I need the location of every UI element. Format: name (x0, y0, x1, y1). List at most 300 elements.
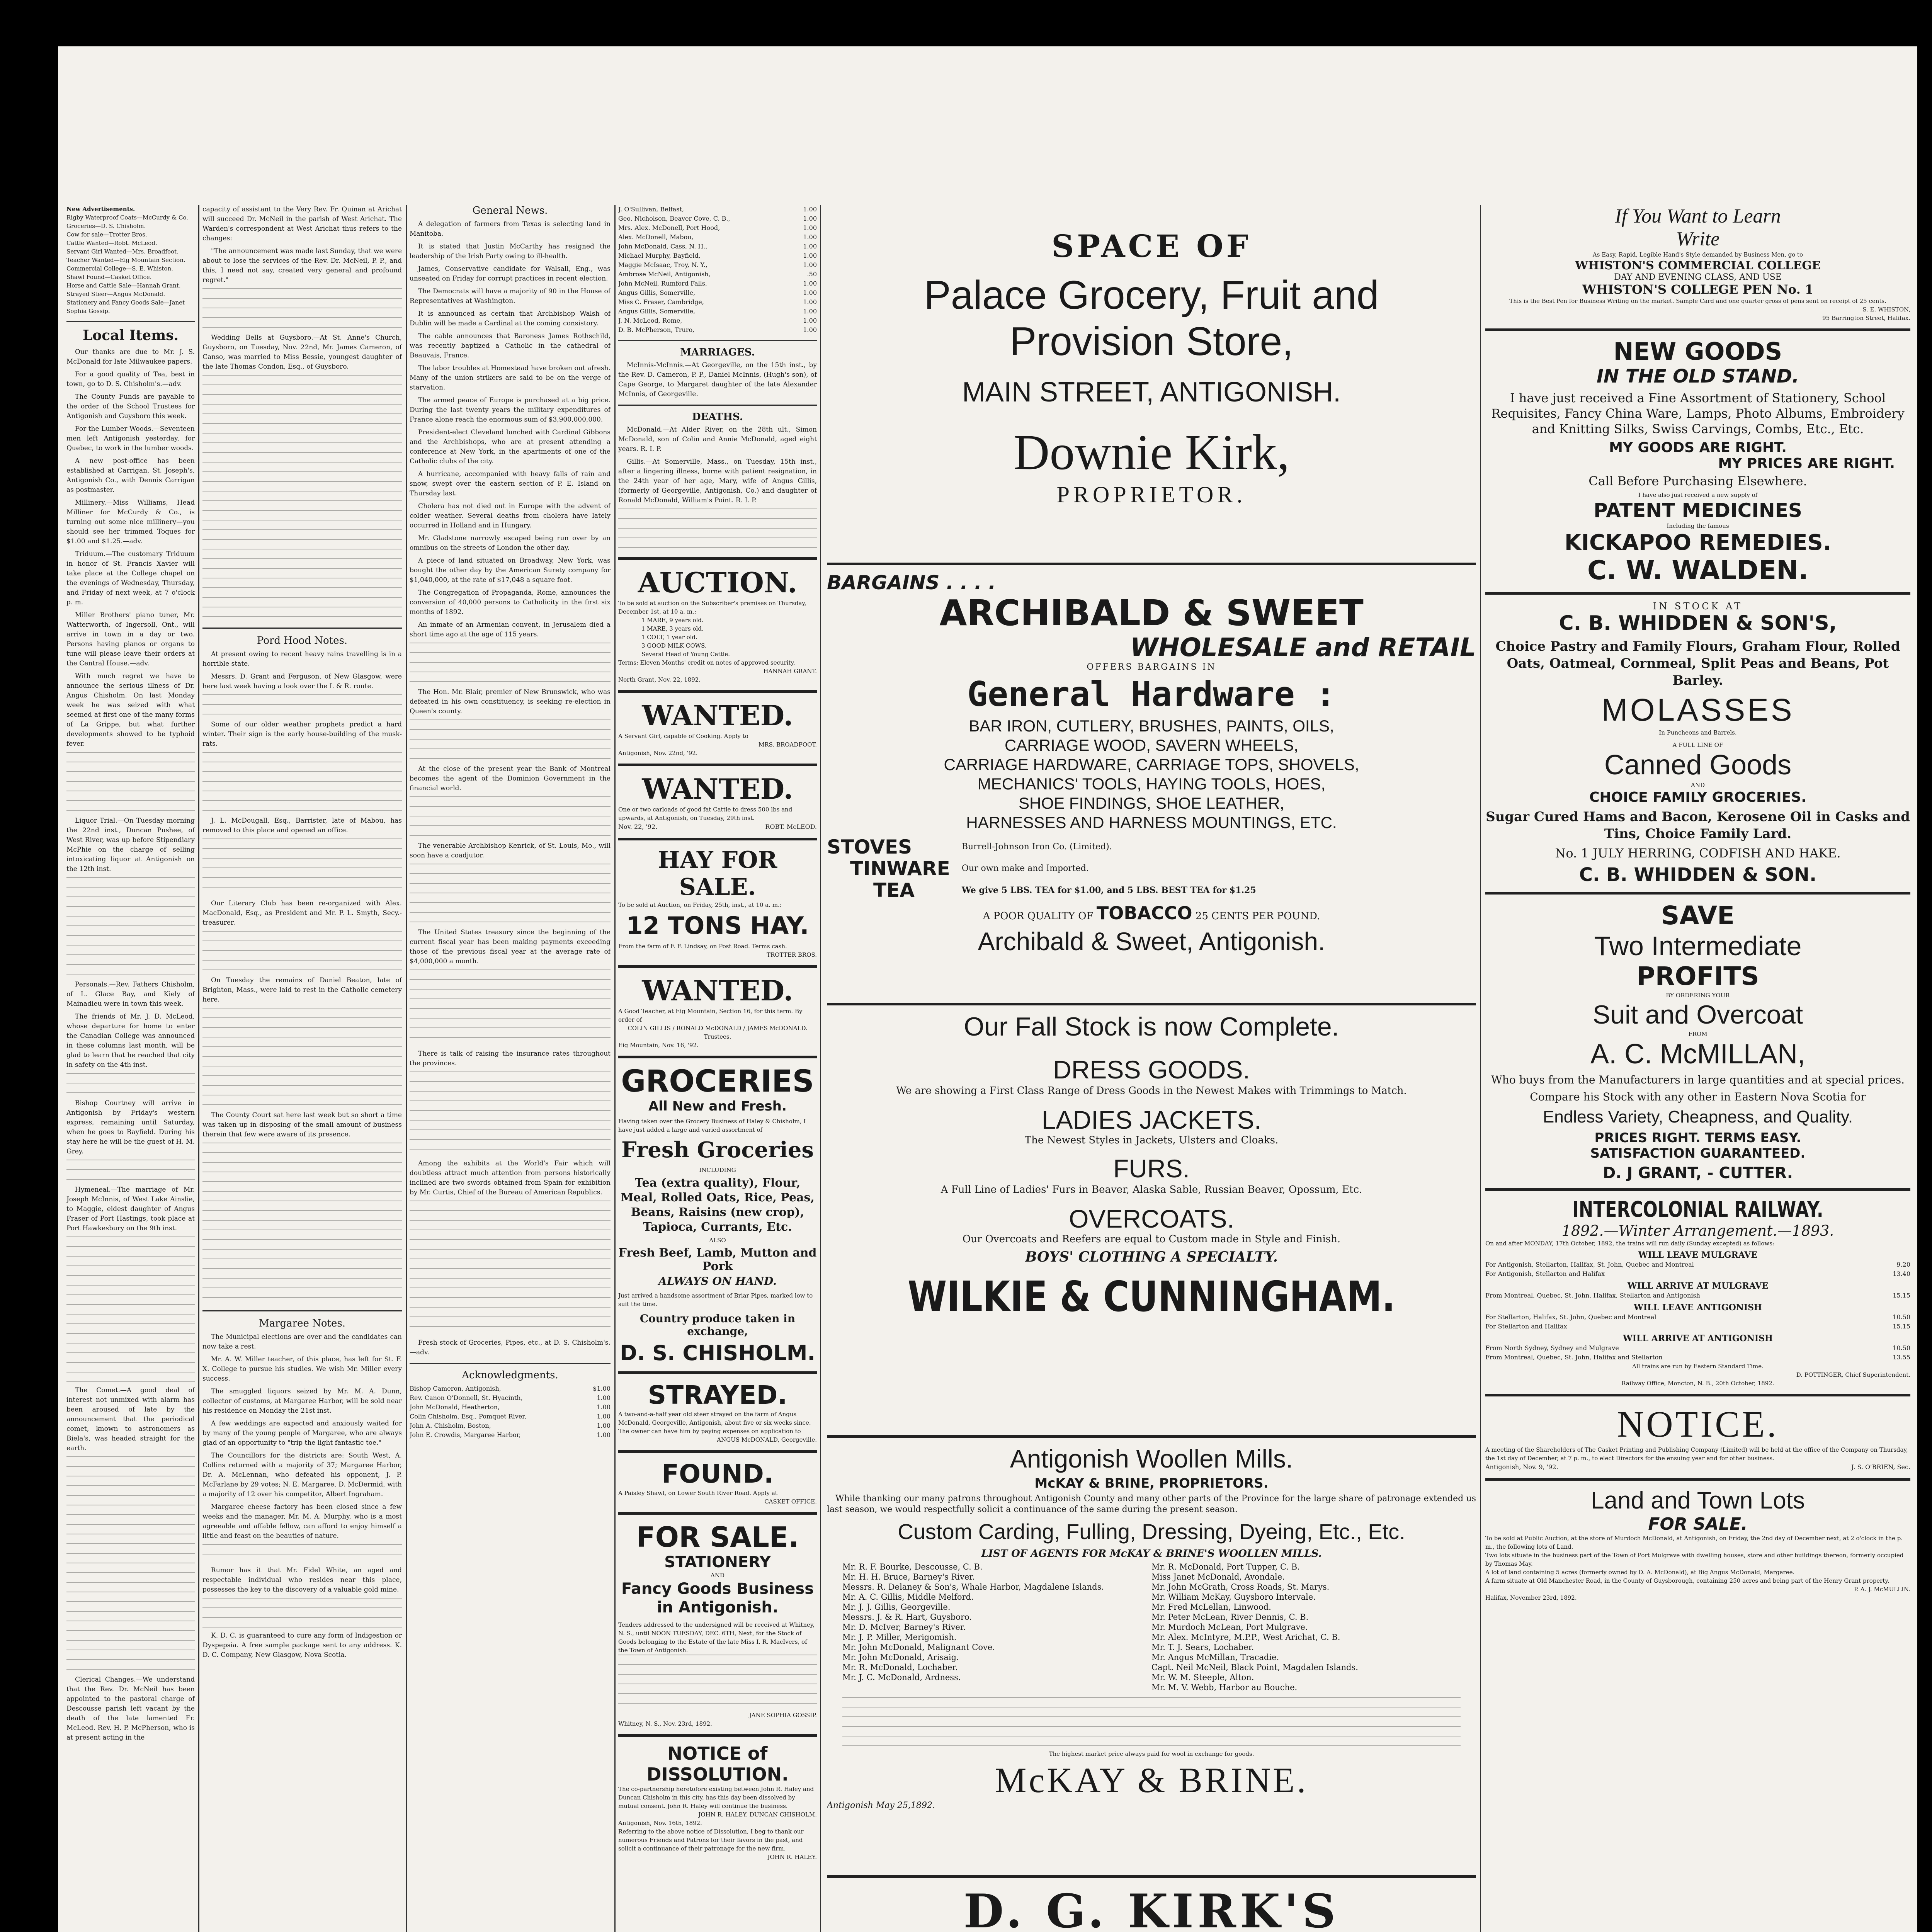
new-goods-heading: NEW GOODS (1613, 337, 1782, 366)
palace-name-2: Provision Store, (1009, 319, 1294, 364)
new-ad-item: Groceries—D. S. Chisholm. (66, 223, 146, 230)
agent: Mr. Angus McMillan, Tracadie. (1151, 1653, 1279, 1662)
deaths-heading: DEATHS. (692, 411, 743, 423)
ack-row: Maggie McIsaac, Troy, N. Y., 1.00 (618, 261, 817, 269)
whiston-pen: WHISTON'S COLLEGE PEN No. 1 (1582, 282, 1814, 297)
railway-intro: On and after MONDAY, 17th October, 1892, the trains will run daily (Sunday excepted) as follows: (1485, 1240, 1774, 1247)
agents-heading: LIST OF AGENTS FOR McKAY & BRINE'S WOOLLEN MILLS. (981, 1548, 1322, 1560)
local-item: For a good quality of Tea, best in town, go to D. S. Chisholm's.—adv. (66, 371, 195, 388)
dissolution-place: Antigonish, Nov. 16th, 1892. (618, 1820, 702, 1827)
agent: Mr. R. F. Bourke, Descousse, C. B. (842, 1562, 983, 1571)
news-item: A piece of land situated on Broadway, New York, was bought the other day by the American Surety company for $1,040,000, at the rate of $17,048 a square foot. (410, 557, 611, 584)
whiston-ad (1485, 205, 1910, 322)
dress-goods: DRESS GOODS. (1053, 1055, 1250, 1084)
ack-row: John McNeil, Rumford Falls, 1.00 (618, 280, 817, 287)
notice-place: Antigonish, Nov. 9, '92. (1485, 1463, 1558, 1471)
agent: Messrs. R. Delaney & Son's, Whale Harbor, Magdalene Islands. (842, 1582, 1104, 1592)
whidden-text: Choice Pastry and Family Flours, Graham Flour, Rolled Oats, Oatmeal, Cornmeal, Split Peas and Beans, Pot Barley. (1495, 639, 1900, 688)
local-item: Triduum.—The customary Triduum in honor of St. Francis Xavier will take place at the College chapel on the evenings of Wednesday, Thursday, and Friday of next week, at 7 o'clock p. m. (66, 550, 195, 606)
news-item: The labor troubles at Homestead have broken out afresh. Many of the union strikers are said to be on the verge of starvation. (410, 364, 611, 391)
intermediate: Two Intermediate (1594, 931, 1802, 961)
margaree-item: Mr. A. W. Miller teacher, of this place, has left for St. F. X. College to pursue his studies. We wish Mr. Miller every success. (202, 1355, 402, 1383)
acknowledgments-heading: Acknowledgments. (462, 1369, 558, 1381)
new-ad-item: Stationery and Fancy Goods Sale—Janet Sophia Gossip. (66, 299, 185, 315)
hay-amount: 12 TONS HAY. (626, 912, 809, 940)
column-classifieds: J. O'Sullivan, Belfast, 1.00 Geo. Nicholson, Beaver Cove, C. B., 1.00 Mrs. Alex. McDonell, Port Hood, 1.00 Alex. McDonell, Mabou, 1.00 John McDonald, Cass, N. H., 1.00 Michael Murphy, Bayfield, 1.00 Maggie McIsaac, Troy, N. Y., 1.00 Ambrose McNeil, Antigonish, .50 John McNeil, Rumford Falls, 1.00 Angus Gillis, Somerville, 1.00 Miss C. Fraser, Cambridge, 1.00 Angus Gillis, Somerville, 1.00 J. N. McLeod, Rome, 1.00 D. B. McPherson, Truro, 1.00 MARRIAGES. McInnis-McInnis.—At Georgeville, on the 15th inst., by the Rev. D. Cameron, P. P., Daniel McInnis, (Hugh's son), of Cape George, to Margaret daughter of the late Alexander McInnis, of Georgeville. DEATHS. McDonald.—At Alder River, on the 28th ult., Simon McDonald, son of Colin and Annie McDonald, aged eight years. R. I. P. Gillis.—At Somerville, Mass., on Tuesday, 15th inst., after a lingering illness, borne with patient resignation, in the 24th year of her age, Mary, wife of Angus Gillis, (formerly of Georgeville, Antigonish, Co.) and daughter of Ronald McDonald, William's Point. R. I. P. AUCTION. To be sold at auction on the Subscriber's premises on Thursday, December 1st, at 10 a. m.: 1 MARE, 9 years old. 1 MARE, 3 years old. 1 COLT, 1 year old. 3 GOOD MILK COWS. Several Head of Young Cattle. Terms: Eleven Months' credit on notes of approved security. HANNAH GRANT. North Grant, Nov. 22, 1892. WANTED. A Servant Girl, capable of Cooking. Apply to MRS. BROADFOOT. Antigonish, Nov. 22nd, '92. WANTED. One or two carloads of good fat Cattle to dress 500 lbs and upwards, at Antigonish, on Tuesday, 29th inst. Nov. 22, '92. ROBT. McLEOD. HAY FOR SALE. To be sold at Auction, on Friday, 25th, inst., at 10 a. m.: 12 TONS HAY. From the farm of F. F. Lindsay, on Post Road. Terms cash. TROTTER BROS. WANTED. A Good Teacher, at Eig Mountain, Section 16, for this term. By order of COLIN GILLIS / RONALD McDONALD / JAMES McDONALD. Trustees. Eig Mountain, Nov. 16, '92. GROCERIES All New and Fresh. Having taken over the Grocery Business of Haley & Chisholm, I have just added a large and varied assortment of Fresh Groceries INCLUDING Tea (extra quality), Flour, Meal, Rolled Oats, Rice, Peas, Beans, Raisins (new crop), Tapioca, Currants, Etc. ALSO Fresh Beef, Lamb, Mutton and Pork ALWAYS ON HAND. Just arrived a handsome assortment of Briar Pipes, marked low to suit the time. Country produce taken in exchange, D. S. CHISHOLM. STRAYED. A two-and-a-half year old steer strayed on the farm of Angus McDonald, Georgeville, Antigonish, about five or six weeks since. The owner can have him by paying expenses on application to ANGUS McDONALD, Georgeville. FOUND. A Paisley Shawl, on Lower South River Road. Apply at CASKET OFFICE. FOR SALE. STATIONERY AND Fancy Goods Business in Antigonish. Tenders addressed to the undersigned will be received at Whitney, N. S., until NOON TUESDAY, DEC. 6TH, Next, for the Stock of Goods belonging to the Estate of the late Miss I. R. MacIvers, of the Town of Antigonish. JANE SOPHIA GOSSIP. Whitney, N. S., Nov. 23rd, 1892. NOTICE of DISSOLUTION. The co-partnership heretofore existing between John R. Haley and Duncan Chisholm in this city, has this day been dissolved by mutual consent. John R. Haley will continue the business. JOHN R. HALEY. DUNCAN CHISHOLM. Antigonish, Nov. 16th, 1892. Referring to the above notice of Dissolution, I beg to thank our numerous Friends and Patrons for their favors in the past, and solicit a continuance of their patronage for the new firm. JOHN R. HALEY. (618, 206, 817, 1861)
pord-hood-heading: Pord Hood Notes. (257, 635, 348, 646)
column-right-ads (1485, 205, 1910, 1602)
ack-row: Michael Murphy, Bayfield, 1.00 (618, 252, 817, 259)
tinware-note: Our own make and Imported. (961, 864, 1089, 873)
column-rule (406, 205, 407, 1932)
newspaper-page (58, 46, 1917, 1932)
ack-row: John McDonald, Heatherton, 1.00 (410, 1403, 611, 1411)
local-item: The Comet.—A good deal of interest not unmixed with alarm has been aroused of late by the announcement that the periodical comet, known to astronomers as Biela's, was headed straight for the earth. (66, 1386, 195, 1452)
for-sale-signer: JANE SOPHIA GOSSIP. (749, 1712, 817, 1719)
ack-row: Angus Gillis, Somerville, 1.00 (618, 289, 817, 296)
groceries-produce: Country produce taken in exchange, (639, 1312, 796, 1338)
groceries-pipes: Just arrived a handsome assortment of Briar Pipes, marked low to suit the time. (618, 1292, 813, 1308)
local-item: For the Lumber Woods.—Seventeen men left Antigonish yesterday, for Quebec, to work in the lumber woods. (66, 425, 195, 452)
agent: Mr. T. J. Sears, Lochaber. (1151, 1643, 1254, 1652)
suit-overcoat: Suit and Overcoat (1592, 1000, 1803, 1029)
ladies-jackets: LADIES JACKETS. (1041, 1105, 1262, 1134)
wilkie-cunningham-ad (827, 1012, 1476, 1429)
railway-heading: INTERCOLONIAL RAILWAY. (1572, 1197, 1823, 1222)
marriages-heading: MARRIAGES. (680, 347, 755, 358)
column-local-items (66, 205, 195, 1746)
furs: FURS. (1113, 1154, 1190, 1183)
stoves-note: Burrell-Johnson Iron Co. (Limited). (961, 842, 1112, 852)
railway-note: All trains are run by Eastern Standard Time. (1632, 1363, 1764, 1370)
groceries-heading: GROCERIES (621, 1064, 814, 1099)
agent: Mr. Murdoch McLean, Port Mulgrave. (1151, 1622, 1308, 1632)
woollen-heading: Antigonish Woollen Mills. (1010, 1444, 1293, 1473)
for-sale-place: Whitney, N. S., Nov. 23rd, 1892. (618, 1720, 712, 1727)
fall-stock: Our Fall Stock is now Complete. (964, 1012, 1339, 1041)
hardware-item: MECHANICS' TOOLS, HAYING TOOLS, HOES, (977, 775, 1326, 793)
agent: Mr. D. McIver, Barney's River. (842, 1622, 966, 1632)
full-line: A FULL LINE OF (1672, 742, 1723, 748)
railway-row: For Antigonish, Stellarton and Halifax 13.40 (1485, 1270, 1910, 1277)
whidden-name: C. B. WHIDDEN & SON'S, (1559, 612, 1837, 635)
news-item: President-elect Cleveland lunched with Cardinal Gibbons and the Archbishops, who are at present attending a conference at New York, in the apartments of one of the Catholic clubs of the city. (410, 429, 611, 465)
prices-right: MY PRICES ARE RIGHT. (1718, 456, 1895, 471)
agent: Mr. W. M. Steeple, Alton. (1151, 1673, 1254, 1682)
agent: Mr. R. McDonald, Port Tupper, C. B. (1151, 1562, 1300, 1571)
groceries-list: Tea (extra quality), Flour, Meal, Rolled Oats, Rice, Peas, Beans, Raisins (new crop), Tapioca, Currants, Etc. (621, 1176, 815, 1234)
call-before: Call Before Purchasing Elsewhere. (1588, 474, 1807, 488)
wanted-text: A Good Teacher, at Eig Mountain, Section 16, for this term. By order of (618, 1008, 803, 1023)
pord-hood-item: Messrs. D. Grant and Ferguson, of New Glasgow, were here last week having a look over the I. & R. route. (202, 673, 402, 690)
mcmillan-compare: Compare his Stock with any other in Eastern Nova Scotia for (1530, 1090, 1866, 1103)
general-news-heading: General News. (472, 205, 548, 216)
found-where: CASKET OFFICE. (764, 1498, 817, 1505)
fresh-groceries: Fresh Groceries (621, 1137, 814, 1163)
archibald-sweet-ad (827, 571, 1476, 997)
land-signer: P. A. J. McMULLIN. (1854, 1586, 1910, 1593)
column-general-news (410, 205, 611, 1440)
space-of: SPACE OF (1051, 228, 1252, 264)
margaree-item: The smuggled liquors seized by Mr. M. A. Dunn, collector of customs, at Margaree Harbor, will be sold near his residence on Monday the 21st inst. (202, 1388, 402, 1415)
pord-hood-item: J. L. McDougall, Esq., Barrister, late of Mabou, has removed to this place and opened an office. (202, 817, 402, 834)
whidden-ad (1485, 601, 1910, 886)
column-rule (820, 205, 821, 1932)
dissolution-text: The co-partnership heretofore existing between John R. Haley and Duncan Chisholm in this city, has this day been dissolved by mutual consent. John R. Haley will continue the business. (618, 1786, 814, 1810)
overcoats-text: Our Overcoats and Reefers are equal to Custom made in Style and Finish. (962, 1233, 1341, 1245)
patent-medicines: PATENT MEDICINES (1594, 499, 1802, 522)
agent: Mr. M. V. Webb, Harbor au Bouche. (1151, 1683, 1298, 1692)
whiston-sessions: DAY AND EVENING CLASS, AND USE (1614, 272, 1782, 282)
news-item: An inmate of an Armenian convent, in Jerusalem died a short time ago at the age of 115 years. (410, 621, 611, 638)
mcmillan-name: A. C. McMILLAN, (1590, 1039, 1806, 1070)
furs-text: A Full Line of Ladies' Furs in Beaver, Alaska Sable, Russian Beaver, Opossum, Etc. (940, 1184, 1362, 1196)
tobacco-label: TOBACCO (1096, 903, 1192, 923)
agents-list (827, 1560, 1476, 1695)
ack-row: John A. Chisholm, Boston, 1.00 (410, 1422, 611, 1429)
groceries-including: INCLUDING (699, 1167, 736, 1173)
walden-name: C. W. WALDEN. (1587, 555, 1808, 586)
land-text: A lot of land containing 5 acres (formerly owned by D. A. McDonald), at Big Angus McDonald, Margaree. (1485, 1569, 1795, 1576)
including-text: Including the famous (1667, 522, 1729, 529)
notice-text: A meeting of the Shareholders of The Casket Printing and Publishing Company (Limited) will be held at the office of the Company on Thursday, the 1st day of December, at 7 p. m., to elect Directors for the ensuing year and for other business. (1485, 1446, 1908, 1462)
clerical-continued: capacity of assistant to the Very Rev. Fr. Quinan at Arichat will succeed Dr. McNeil in the parish of West Arichat. The Warden's correspondent at West Arichat thus refers to the changes: (202, 206, 402, 242)
ack-row: Miss C. Fraser, Cambridge, 1.00 (618, 298, 817, 306)
auction-item: Several Head of Young Cattle. (641, 651, 730, 658)
local-item: Millinery.—Miss Williams, Head Milliner for McCurdy & Co., is turning out some nice millinery—you should see her trimmed Toques for $1.00 and $1.25.—adv. (66, 499, 195, 545)
news-item: There is talk of raising the insurance rates throughout the provinces. (410, 1050, 611, 1067)
margaree-item: The Municipal elections are over and the candidates can now take a rest. (202, 1333, 402, 1350)
railway-section-title: WILL ARRIVE AT MULGRAVE (1627, 1281, 1769, 1291)
strayed-text: A two-and-a-half year old steer strayed on the farm of Angus McDonald, Georgeville, Antigonish, about five or six weeks since. The owner can have him by paying expenses on application to (618, 1411, 811, 1435)
new-ad-item: Rigby Waterproof Coats—McCurdy & Co. (66, 214, 189, 221)
margaree-item: A few weddings are expected and anxiously waited for by many of the young people of Margaree, who are always glad of an opportunity to "trip the light fantastic toe." (202, 1420, 402, 1447)
hardware-item: CARRIAGE HARDWARE, CARRIAGE TOPS, SHOVELS, (944, 755, 1359, 774)
railway-section-title: WILL LEAVE ANTIGONISH (1634, 1303, 1762, 1313)
pord-hood-item: At present owing to recent heavy rains travelling is in a horrible state. (202, 650, 402, 668)
new-ad-item: Servant Girl Wanted—Mrs. Broadfoot. (66, 248, 179, 255)
pord-hood-item: On Tuesday the remains of Daniel Beaton, late of Brighton, Mass., were laid to rest in the Catholic cemetery here. (202, 976, 402, 1003)
news-item: A delegation of farmers from Texas is selecting land in Manitoba. (410, 220, 611, 238)
ack-row: Ambrose McNeil, Antigonish, .50 (618, 270, 817, 278)
tea-note: We give 5 LBS. TEA for $1.00, and 5 LBS. BEST TEA for $1.25 (961, 885, 1256, 895)
molasses: MOLASSES (1601, 692, 1794, 728)
archibald-type: WHOLESALE and RETAIL (1130, 633, 1476, 662)
railway-ad (1485, 1197, 1910, 1388)
agent: Mr. J. J. Gillis, Georgeville. (842, 1602, 951, 1612)
railway-row: For Stellarton, Halifax, St. John, Quebec and Montreal 10.50 (1485, 1313, 1910, 1321)
palace-name-1: Palace Grocery, Fruit and (924, 273, 1379, 318)
new-ad-item: Strayed Steer—Angus McDonald. (66, 291, 165, 298)
hardware-item: SHOE FINDINGS, SHOE LEATHER, (1019, 794, 1284, 812)
news-item: The armed peace of Europe is purchased at a big price. During the last twenty years the military expenditures of France alone reach the enormous sum of $3,900,000,000. (410, 396, 611, 423)
ack-row: Geo. Nicholson, Beaver Cove, C. B., 1.00 (618, 215, 817, 222)
in-stock: IN STOCK AT (1653, 601, 1743, 612)
agent: Mr. Fred McLellan, Linwood. (1151, 1602, 1271, 1612)
column-rule (1480, 205, 1481, 1932)
column-display-ads (827, 205, 1476, 1932)
margaree-item: The Councillors for the districts are: South West, A. Collins returned with a majority of 37; Margaree Harbor, Dr. A. McLennan, who defeated his opponent, J. P. McFarlane by 29 votes; N. E. Margaree, D. McDermid, with a majority of 12 over his competitor, Albert Ingraham. (202, 1452, 402, 1498)
notice-ad (1485, 1403, 1910, 1472)
local-item: A new post-office has been established at Carrigan, St. Joseph's, Antigonish Co., with Dennis Carrigan as postmaster. (66, 457, 195, 494)
margaree-item: Margaree cheese factory has been closed since a few weeks and the manager, Mr. M. A. Murphy, who is a most agreeable and affable fellow, can afford to enjoy himself a little and feast on the beauties of nature. (202, 1503, 402, 1540)
new-ad-item: Cattle Wanted—Robt. McLeod. (66, 240, 157, 247)
dissolution-signers: JOHN R. HALEY. DUNCAN CHISHOLM. (698, 1811, 817, 1818)
archibald-name: ARCHIBALD & SWEET (939, 592, 1364, 634)
ordering: BY ORDERING YOUR (1666, 992, 1730, 999)
pord-hood-item: Some of our older weather prophets predict a hard winter. Their sign is the early house-building of the musk-rats. (202, 721, 402, 748)
stationery-line: STATIONERY (664, 1553, 771, 1571)
agent: Mr. William McKay, Guysboro Intervale. (1151, 1592, 1316, 1602)
news-item: James, Conservative candidate for Walsall, Eng., was unseated on Friday for corrupt practices in recent election. (410, 265, 611, 282)
dissolution-heading: NOTICE of DISSOLUTION. (646, 1743, 789, 1785)
ack-row: Bishop Cameron, Antigonish, $1.00 (410, 1385, 611, 1392)
profits: PROFITS (1636, 961, 1759, 991)
from: FROM (1688, 1031, 1708, 1037)
news-item: The venerable Archbishop Kenrick, of St. Louis, Mo., will soon have a coadjutor. (410, 842, 611, 859)
chisholm-name: D. S. CHISHOLM. (620, 1341, 815, 1365)
local-item: Hymeneal.—The marriage of Mr. Joseph McInnis, of West Lake Ainslie, to Maggie, eldest daughter of Angus Fraser of Port Hastings, took place at Port Hawkesbury on the 9th inst. (66, 1186, 195, 1232)
wanted-text: A Servant Girl, capable of Cooking. Apply to (618, 733, 748, 740)
agent: Mr. John McDonald, Malignant Cove. (842, 1643, 995, 1652)
canned-goods: Canned Goods (1604, 750, 1792, 781)
local-item: With much regret we have to announce the serious illness of Dr. Angus Chisholm. On last Monday week he was seized with what seemed at first one of the many forms of La Grippe, but what further developments showed to be typhoid fever. (66, 672, 195, 748)
news-item: At the close of the present year the Bank of Montreal becomes the agent of the Dominion Government in the financial world. (410, 765, 611, 792)
hardware-item: BAR IRON, CUTLERY, BRUSHES, PAINTS, OILS, (969, 717, 1334, 735)
fancy-goods-line: Fancy Goods Business in Antigonish. (621, 1580, 814, 1616)
for-sale-text: Tenders addressed to the undersigned will be received at Whitney, N. S., until NOON TUESDAY, DEC. 6TH, Next, for the Stock of Goods belonging to the Estate of the late Miss I. R. MacIvers, of the Town of Antigonish. (618, 1621, 815, 1654)
death-notice: McDonald.—At Alder River, on the 28th ult., Simon McDonald, son of Colin and Annie McDonald, aged eight years. R. I. P. (618, 426, 817, 453)
agent: Mr. Peter McLean, River Dennis, C. B. (1151, 1612, 1309, 1622)
local-item: Our thanks are due to Mr. J. S. McDonald for late Milwaukee papers. (66, 348, 195, 366)
ack-row: Angus Gillis, Somerville, 1.00 (618, 308, 817, 315)
notice-heading: NOTICE. (1617, 1403, 1779, 1445)
land-ad (1485, 1487, 1910, 1602)
dress-goods-text: We are showing a First Class Range of Dress Goods in the Newest Makes with Trimmings to Match. (896, 1085, 1407, 1097)
archibald-footer: Archibald & Sweet, Antigonish. (978, 927, 1325, 956)
land-subheading: FOR SALE. (1648, 1514, 1748, 1534)
agent: Mr. J. P. Miller, Merigomish. (842, 1633, 957, 1642)
whiston-address: 95 Barrington Street, Halifax. (1822, 315, 1910, 321)
wilkie-name: WILKIE & CUNNINGHAM. (908, 1273, 1395, 1321)
notice-signer: J. S. O'BRIEN, Sec. (1851, 1463, 1910, 1471)
new-advertisements (66, 205, 195, 315)
groceries-always: ALWAYS ON HAND. (658, 1275, 777, 1287)
groceries-subheading: All New and Fresh. (648, 1099, 787, 1114)
whiston-heading: If You Want to Learn (1615, 205, 1781, 227)
woollen-proprietors: McKAY & BRINE, PROPRIETORS. (1034, 1476, 1269, 1491)
local-item: Clerical Changes.—We understand that the Rev. Dr. McNeil has been appointed to the pastoral charge of Descousse parish left vacant by the death of the late lamented Fr. McLeod. Rev. H. P. McPherson, who is at present acting in the (66, 1676, 195, 1742)
dissolution-signer: JOHN R. HALEY. (767, 1854, 817, 1861)
agent: Capt. Neil McNeil, Black Point, Magdalen Islands. (1151, 1663, 1358, 1672)
local-item: Liquor Trial.—On Tuesday morning the 22nd inst., Duncan Pushee, of West River, was up before Stipendiary McPhie on the charge of selling intoxicating liquor at Antigonish on the 12th inst. (66, 817, 195, 873)
railway-row: From Montreal, Quebec, St. John, Halifax and Stellarton 13.55 (1485, 1354, 1910, 1361)
hardware-item: HARNESSES AND HARNESS MOUNTINGS, ETC. (966, 813, 1337, 832)
woollen-text: While thanking our many patrons throughout Antigonish County and many other parts of the Province for the large share of patronage extended us last season, we would respectfully solicit a continuance of the same during the present season. (827, 1494, 1476, 1514)
overcoats: OVERCOATS. (1069, 1204, 1234, 1233)
local-item: Bishop Courtney will arrive in Antigonish by Friday's western express, remaining until Saturday, when he goes to Bayfield. During his stay here he will be the guest of H. M. Grey. (66, 1099, 195, 1155)
hay-text: From the farm of F. F. Lindsay, on Post Road. Terms cash. (618, 943, 787, 950)
hay-heading: HAY FOR SALE. (658, 847, 777, 901)
local-item: Personals.—Rev. Fathers Chisholm, of L. Glace Bay, and Kiely of Mainadieu were in town this week. (66, 981, 195, 1008)
ack-row: J. O'Sullivan, Belfast, 1.00 (618, 206, 817, 213)
wanted-heading: WANTED. (642, 699, 793, 732)
margaree-item: Rumor has it that Mr. Fidel White, an aged and respectable individual who resides near this place, possesses the key to the discovery of a valuable gold mine. (202, 1566, 402, 1594)
agent: Miss Janet McDonald, Avondale. (1151, 1572, 1285, 1582)
wedding-bells-item: Wedding Bells at Guysboro.—At St. Anne's Church, Guysboro, on Tuesday, Nov. 22nd, Mr. James Cameron, of Canso, was married to Miss Bessie, youngest daughter of the late Thomas Condon, Esq., of Guysboro. (202, 334, 402, 371)
railway-row: From Montreal, Quebec, St. John, Halifax, Stellarton and Antigonish 15.15 (1485, 1292, 1910, 1299)
news-item: The Hon. Mr. Blair, premier of New Brunswick, who was defeated in his own constituency, is seeking re-election in Queen's county. (410, 688, 611, 715)
railway-row: For Antigonish, Stellarton, Halifax, St. John, Quebec and Montreal 9.20 (1485, 1261, 1910, 1268)
news-item: Mr. Gladstone narrowly escaped being run over by an omnibus on the streets of London the other day. (410, 534, 611, 552)
palace-title: PROPRIETOR. (1056, 482, 1247, 507)
column-notes (202, 205, 402, 1663)
herring: No. 1 JULY HERRING, CODFISH AND HAKE. (1555, 846, 1841, 861)
hay-signer: TROTTER BROS. (766, 951, 817, 958)
general-hardware: General Hardware : (967, 674, 1336, 714)
agent: Mr. Alex. McIntyre, M.P.P., West Arichat, C. B. (1151, 1633, 1340, 1642)
walden-ad (1485, 337, 1910, 586)
jackets-text: The Newest Styles in Jackets, Ulsters and Cloaks. (1024, 1134, 1279, 1146)
save: SAVE (1661, 901, 1735, 930)
local-item: Miller Brothers' piano tuner, Mr. Watterworth, of Ingersoll, Ont., will arrive in town in a day or two. Persons having pianos or organs to tune will please leave their orders at the Central House.—adv. (66, 611, 195, 667)
palace-grocery-ad (827, 228, 1476, 556)
auction-text: To be sold at auction on the Subscriber's premises on Thursday, December 1st, at 10 a. m.: (618, 600, 806, 615)
for-sale-heading: FOR SALE. (636, 1521, 799, 1553)
strayed-signer: ANGUS McDONALD, Georgeville. (717, 1436, 817, 1443)
agent: Mr. John McGrath, Cross Roads, St. Marys. (1151, 1582, 1330, 1592)
ack-row: Mrs. Alex. McDonell, Port Hood, 1.00 (618, 224, 817, 231)
palace-street: MAIN STREET, ANTIGONISH. (962, 377, 1341, 408)
local-item: The County Funds are payable to the order of the School Trustees for Antigonish and Guysboro this week. (66, 393, 195, 420)
for-sale-and: AND (711, 1572, 724, 1579)
news-item: It is stated that Justin McCarthy has resigned the leadership of the Irish Party owing to ill-health. (410, 243, 611, 260)
new-ad-item: Teacher Wanted—Eig Mountain Section. (66, 257, 185, 264)
news-item: Cholera has not died out in Europe with the advent of colder weather. Several deaths from cholera have lately occurred in Holland and in Hungary. (410, 502, 611, 529)
bargains: BARGAINS . . . . (827, 571, 996, 594)
auction-place: North Grant, Nov. 22, 1892. (618, 676, 701, 683)
news-item: Among the exhibits at the World's Fair which will doubtless attract much attention from persons historically inclined are two swords obtained from Spain for exhibition by Mr. Curtis, Chief of the Bureau of American Republics. (410, 1160, 611, 1196)
ack-row: John McDonald, Cass, N. H., 1.00 (618, 243, 817, 250)
ack-row: John E. Crowdis, Margaree Harbor, 1.00 (410, 1431, 611, 1439)
boys-clothing: BOYS' CLOTHING A SPECIALTY. (1025, 1249, 1278, 1265)
news-item: The cable announces that Baroness James Rothschild, was recently baptized a Catholic in the cathedral of Beauvais, France. (410, 332, 611, 359)
wanted-place: Antigonish, Nov. 22nd, '92. (618, 750, 698, 757)
old-stand: IN THE OLD STAND. (1596, 366, 1799, 387)
supply-text: I have also just received a new supply of (1638, 492, 1758, 498)
local-item: The friends of Mr. J. D. McLeod, whose departure for home to enter the Canadian College was announced in these columns last month, will be glad to learn that he reached that city in safety on the 4th inst. (66, 1013, 195, 1069)
whiston-text: As Easy, Rapid, Legible Hand's Style demanded by Business Men, go to (1592, 251, 1803, 258)
new-ads-heading: New Advertisements. (66, 206, 135, 213)
margaree-item: K. D. C. is guaranteed to cure any form of Indigestion or Dyspepsia. A free sample package sent to any address. K. D. C. Company, New Glasgow, Nova Scotia. (202, 1632, 402, 1659)
tea-label: TEA (873, 879, 915, 901)
palace-proprietor: Downie Kirk, (1013, 425, 1290, 480)
margaree-heading: Margaree Notes. (259, 1318, 345, 1329)
wanted-signer: MRS. BROADFOOT. (759, 741, 817, 748)
auction-item: 3 GOOD MILK COWS. (641, 642, 707, 649)
land-text: Two lots situate in the business part of the Town of Port Mulgrave with dwelling houses, store and other buildings thereon, formerly occupied by Thomas May. (1485, 1552, 1904, 1567)
prices-right: PRICES RIGHT. TERMS EASY. (1594, 1130, 1801, 1146)
tobacco-price: 25 CENTS PER POUND. (1195, 910, 1320, 922)
satisfaction: SATISFACTION GUARANTEED. (1590, 1146, 1806, 1161)
agent: Messrs. J. & R. Hart, Guysboro. (842, 1612, 972, 1622)
railway-row: From North Sydney, Sydney and Mulgrave 10.50 (1485, 1344, 1910, 1352)
variety: Endless Variety, Cheapness, and Quality. (1543, 1107, 1853, 1126)
land-text: To be sold at Public Auction, at the store of Murdoch McDonald, at Antigonish, on Friday, the 2nd day of December next, at 2 o'clock in the p. m., the following lots of Land. (1485, 1535, 1903, 1550)
railway-section-title: WILL LEAVE MULGRAVE (1638, 1250, 1758, 1260)
hay-text: To be sold at Auction, on Friday, 25th, inst., at 10 a. m.: (618, 901, 782, 908)
whidden-name: C. B. WHIDDEN & SON. (1579, 864, 1817, 886)
groceries-text: Having taken over the Grocery Business of Haley & Chisholm, I have just added a large and varied assortment of (618, 1118, 806, 1133)
column-rule (614, 205, 616, 1932)
groceries-also: ALSO (709, 1237, 726, 1244)
railway-row: For Stellarton and Halifax 15.15 (1485, 1323, 1910, 1330)
wanted-heading: WANTED. (642, 974, 793, 1007)
dissolution-text: Referring to the above notice of Dissolution, I beg to thank our numerous Friends and Patrons for their favors in the past, and solicit a continuance of their patronage for the new firm. (618, 1828, 804, 1852)
auction-item: 1 COLT, 1 year old. (641, 634, 697, 641)
news-item: It is announced as certain that Archbishop Walsh of Dublin will be made a Cardinal at the coming consistory. (410, 310, 611, 327)
woollen-closing: The highest market price always paid for wool in exchange for goods. (1049, 1750, 1254, 1757)
pord-hood-item: Our Literary Club has been re-organized with Alex. MacDonald, Esq., as President and Mr. P. L. Smyth, Secy.-treasurer. (202, 900, 402, 927)
new-goods-text: I have just received a Fine Assortment of Stationery, School Requisites, Fancy China Ware, Lamps, Photo Albums, Embroidery and Knitting Silks, Swiss Carvings, Combs, Etc., Etc. (1491, 391, 1905, 436)
warden-quote: "The announcement was made last Sunday, that we were about to lose the services of the Rev. Dr. McNeil, P. P., and this, I need not say, created very general and profound regret." (202, 247, 402, 284)
railway-season: 1892.—Winter Arrangement.—1893. (1561, 1222, 1834, 1239)
groceries-meat: Fresh Beef, Lamb, Mutton and Pork (618, 1246, 817, 1273)
goods-right: MY GOODS ARE RIGHT. (1609, 440, 1787, 456)
local-items-heading: Local Items. (82, 327, 179, 344)
whiston-name: S. E. WHISTON, (1862, 306, 1910, 313)
kirk-name: D. G. KIRK'S (963, 1884, 1340, 1932)
whiston-college: WHISTON'S COMMERCIAL COLLEGE (1575, 259, 1821, 272)
molasses-note: In Puncheons and Barrels. (1659, 729, 1737, 736)
woollen-services: Custom Carding, Fulling, Dressing, Dyeing, Etc., Etc. (898, 1519, 1405, 1544)
tinware-label: TINWARE (850, 857, 950, 880)
whiston-heading: Write (1676, 228, 1720, 250)
hardware-item: CARRIAGE WOOD, SAVERN WHEELS, (1005, 736, 1298, 754)
agent: Mr. H. H. Bruce, Barney's River. (842, 1572, 975, 1582)
railway-place: Railway Office, Moncton, N. B., 20th October, 1892. (1621, 1380, 1774, 1387)
new-ad-item: Commercial College—S. E. Whiston. (66, 265, 173, 272)
ack-row: D. B. McPherson, Truro, 1.00 (618, 326, 817, 333)
cutter: D. J GRANT, - CUTTER. (1603, 1164, 1793, 1182)
choice-groceries: CHOICE FAMILY GROCERIES. (1589, 789, 1806, 805)
whidden-and: AND (1691, 782, 1705, 789)
found-heading: FOUND. (662, 1459, 774, 1489)
wanted-text: One or two carloads of good fat Cattle to dress 500 lbs and upwards, at Antigonish, on Tuesday, 29th inst. (618, 806, 793, 821)
news-item: The United States treasury since the beginning of the current fiscal year has been making payments exceeding those of the previous fiscal year at the average rate of $4,000,000 a month. (410, 929, 611, 965)
column-rule (198, 205, 199, 1932)
woollen-mills-ad (827, 1444, 1476, 1869)
found-text: A Paisley Shawl, on Lower South River Road. Apply at (618, 1490, 777, 1497)
news-item: The Congregation of Propaganda, Rome, announces the conversion of 40,000 persons to Catholicity in the first six months of 1892. (410, 589, 611, 616)
wanted-heading: WANTED. (642, 772, 793, 805)
auction-item: 1 MARE, 9 years old. (641, 617, 704, 624)
news-item: Fresh stock of Groceries, Pipes, etc., at D. S. Chisholm's.—adv. (410, 1339, 611, 1356)
news-item: A hurricane, accompanied with heavy falls of rain and snow, swept over the eastern section of P. E. Island on Thursday last. (410, 470, 611, 497)
strayed-heading: STRAYED. (648, 1380, 787, 1410)
auction-terms: Terms: Eleven Months' credit on notes of approved security. (618, 659, 795, 666)
agent: Mr. A. C. Gillis, Middle Melford. (842, 1592, 974, 1602)
wanted-trustees: COLIN GILLIS / RONALD McDONALD / JAMES McDONALD. Trustees. (628, 1025, 808, 1040)
ack-row: Alex. McDonell, Mabou, 1.00 (618, 233, 817, 241)
new-ad-item: Cow for sale—Trotter Bros. (66, 231, 147, 238)
whidden-text: Sugar Cured Hams and Bacon, Kerosene Oil in Casks and Tins, Choice Family Lard. (1486, 809, 1910, 842)
new-ad-item: Shawl Found—Casket Office. (66, 274, 152, 281)
auction-heading: AUCTION. (638, 566, 798, 599)
auction-item: 1 MARE, 3 years old. (641, 625, 704, 632)
marriage-notice: McInnis-McInnis.—At Georgeville, on the 15th inst., by the Rev. D. Cameron, P. P., Daniel McInnis, (Hugh's son), of Cape George, to Margaret daughter of the late Alexander McInnis, of Georgeville. (618, 361, 817, 398)
new-ad-item: Horse and Cattle Sale—Hannah Grant. (66, 282, 181, 289)
